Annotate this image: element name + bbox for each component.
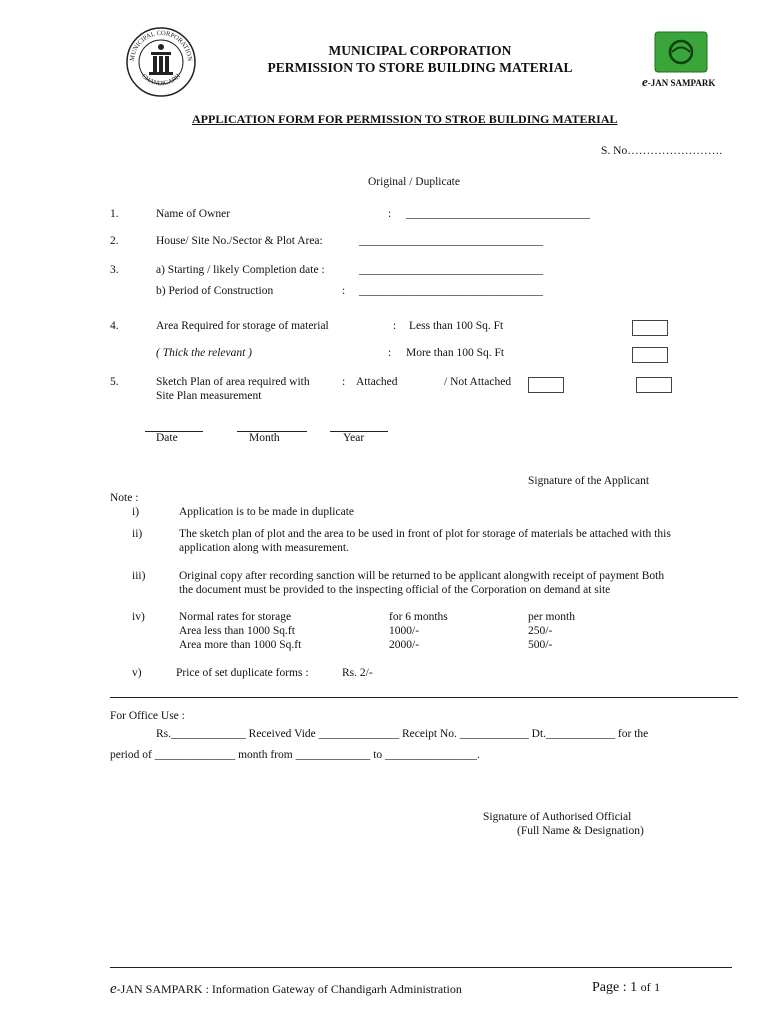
note-iv-number: iv) bbox=[132, 611, 145, 623]
year-label: Year bbox=[343, 432, 365, 444]
footer-text: e-JAN SAMPARK : Information Gateway of Chandigarh Administration bbox=[110, 981, 462, 997]
note-iii-number: iii) bbox=[132, 570, 146, 582]
page-title-line2: PERMISSION TO STORE BUILDING MATERIAL bbox=[267, 60, 573, 75]
field3a-label: a) Starting / likely Completion date : bbox=[156, 264, 325, 276]
field4-colon2: : bbox=[388, 347, 392, 359]
field1-number: 1. bbox=[110, 208, 119, 220]
seal-text-bottom: CHANDIGARH bbox=[140, 72, 182, 88]
field1-colon: : bbox=[388, 208, 392, 220]
rates-row-1-col-1: Normal rates for storage bbox=[179, 611, 292, 623]
construction-period-field[interactable]: ________________________________ bbox=[359, 285, 543, 297]
not-attached-checkbox[interactable] bbox=[636, 377, 672, 393]
section-divider bbox=[110, 697, 738, 698]
field3-number: 3. bbox=[110, 264, 119, 276]
field5-number: 5. bbox=[110, 376, 119, 388]
note-ii-number: ii) bbox=[132, 528, 143, 540]
rates-row-2-col-3: 250/- bbox=[528, 625, 553, 637]
option-less-than-100: Less than 100 Sq. Ft bbox=[409, 320, 504, 332]
note-iii-line2: the document must be provided to the inspecting official of the Corporation on demand at site bbox=[179, 584, 611, 596]
copy-type: Original / Duplicate bbox=[368, 176, 460, 188]
serial-number: S. No……………………. bbox=[601, 145, 723, 157]
field4-colon1: : bbox=[393, 320, 397, 332]
field5-colon: : bbox=[342, 376, 346, 388]
site-plot-field[interactable]: ________________________________ bbox=[359, 235, 543, 247]
note-v-text: Price of set duplicate forms : bbox=[176, 667, 309, 679]
ejan-e-glyph: e bbox=[642, 74, 648, 89]
owner-name-field[interactable]: ________________________________ bbox=[406, 208, 590, 220]
note-v-price: Rs. 2/- bbox=[342, 667, 373, 679]
rates-row-1-col-3: per month bbox=[528, 611, 575, 623]
official-signature-line2: (Full Name & Designation) bbox=[517, 825, 644, 837]
field4-number: 4. bbox=[110, 320, 119, 332]
note-i-text: Application is to be made in duplicate bbox=[179, 506, 355, 518]
rates-row-2-col-2: 1000/- bbox=[389, 625, 420, 637]
option-not-attached: / Not Attached bbox=[444, 376, 512, 388]
page-title-line1: MUNICIPAL CORPORATION bbox=[328, 43, 512, 58]
footer-divider bbox=[110, 967, 732, 968]
office-use-heading: For Office Use : bbox=[110, 710, 185, 722]
field3b-colon: : bbox=[342, 285, 346, 297]
rates-row-2-col-1: Area less than 1000 Sq.ft bbox=[179, 625, 295, 637]
note-ii-line1: The sketch plan of plot and the area to be used in front of plot for storage of materials be attached with this bbox=[179, 528, 671, 540]
ejan-sampark-logo-icon bbox=[654, 31, 708, 73]
form-title: APPLICATION FORM FOR PERMISSION TO STROE BUILDING MATERIAL bbox=[192, 112, 618, 126]
field3b-label: b) Period of Construction bbox=[156, 285, 274, 297]
option-more-than-100: More than 100 Sq. Ft bbox=[406, 347, 505, 359]
field5-label-line1: Sketch Plan of area required with bbox=[156, 376, 310, 388]
corporation-seal-logo bbox=[124, 26, 198, 98]
field4-hint: ( Thick the relevant ) bbox=[156, 347, 253, 359]
attached-checkbox[interactable] bbox=[528, 377, 564, 393]
rates-row-3-col-1: Area more than 1000 Sq.ft bbox=[179, 639, 302, 651]
official-signature-line1: Signature of Authorised Official bbox=[483, 811, 632, 823]
page-number: Page : 1 of 1 bbox=[592, 980, 661, 995]
rates-row-1-col-2: for 6 months bbox=[389, 611, 448, 623]
office-use-line2[interactable]: period of ______________ month from _____________ to ________________. bbox=[110, 749, 480, 761]
month-label: Month bbox=[249, 432, 280, 444]
completion-date-field[interactable]: ________________________________ bbox=[359, 264, 543, 276]
ejan-sampark-label: e-JAN SAMPARK bbox=[642, 74, 716, 89]
applicant-signature: Signature of the Applicant bbox=[528, 475, 650, 487]
less-than-100-checkbox[interactable] bbox=[632, 320, 668, 336]
option-attached: Attached bbox=[356, 376, 398, 388]
rates-row-3-col-3: 500/- bbox=[528, 639, 553, 651]
rates-row-3-col-2: 2000/- bbox=[389, 639, 420, 651]
office-use-line1[interactable]: Rs._____________ Received Vide ______________ Receipt No. ____________ Dt.____________ for the bbox=[156, 728, 649, 740]
field2-label: House/ Site No./Sector & Plot Area: bbox=[156, 235, 323, 247]
field2-number: 2. bbox=[110, 235, 119, 247]
seal-text-top: MUNICIPAL CORPORATION bbox=[128, 29, 194, 62]
field1-label: Name of Owner bbox=[156, 208, 231, 220]
field4-label: Area Required for storage of material bbox=[156, 320, 329, 332]
note-ii-line2: application along with measurement. bbox=[179, 542, 349, 554]
date-label: Date bbox=[156, 432, 178, 444]
note-v-number: v) bbox=[132, 667, 142, 679]
note-i-number: i) bbox=[132, 506, 140, 518]
more-than-100-checkbox[interactable] bbox=[632, 347, 668, 363]
note-iii-line1: Original copy after recording sanction will be returned to be applicant alongwith receipt of payment Both bbox=[179, 570, 665, 582]
notes-heading: Note : bbox=[110, 492, 139, 504]
field5-label-line2: Site Plan measurement bbox=[156, 390, 262, 402]
footer-e-glyph: e bbox=[110, 981, 117, 997]
